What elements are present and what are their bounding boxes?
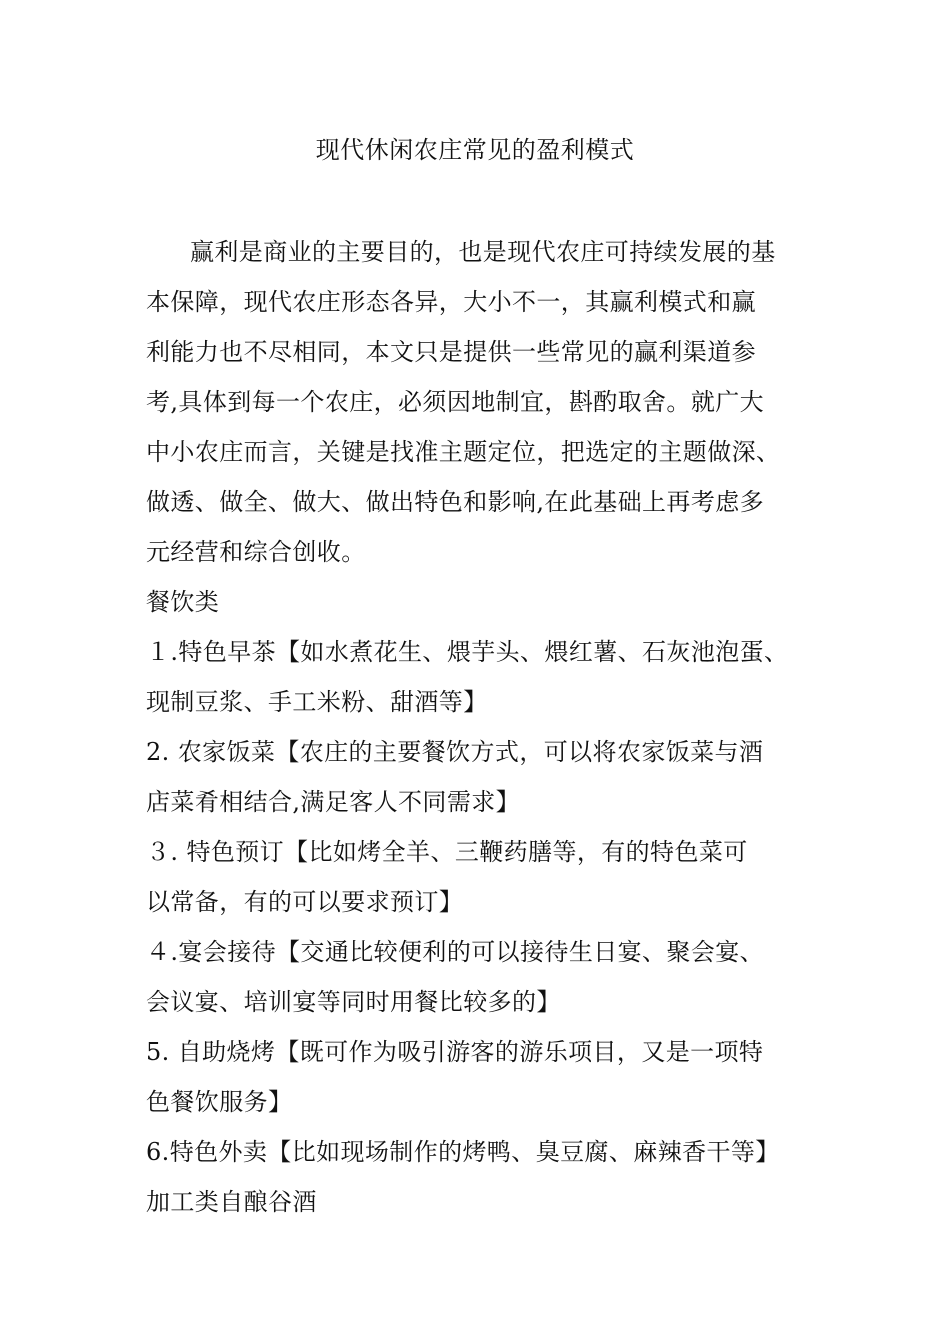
paragraph-line: 本保障，现代农庄形态各异，大小不一，其赢利模式和赢 <box>146 288 756 316</box>
list-item-line: 以常备，有的可以要求预订】 <box>146 888 464 916</box>
list-item-line: 5. 自助烧烤【既可作为吸引游客的游乐项目，又是一项特 <box>146 1038 764 1066</box>
list-item-line: 色餐饮服务】 <box>146 1088 293 1116</box>
list-item-line: 店菜肴相结合,满足客人不同需求】 <box>146 788 521 816</box>
list-item-line: １.特色早茶【如水煮花生、煨芋头、煨红薯、石灰池泡蛋、 <box>146 638 789 666</box>
list-item-line: 会议宴、培训宴等同时用餐比较多的】 <box>146 988 561 1016</box>
list-item-line: 6.特色外卖【比如现场制作的烤鸭、臭豆腐、麻辣香干等】 <box>146 1138 780 1166</box>
list-item-line: ４.宴会接待【交通比较便利的可以接待生日宴、聚会宴、 <box>146 938 765 966</box>
section-heading: 加工类自酿谷酒 <box>146 1188 317 1216</box>
paragraph-line: 做透、做全、做大、做出特色和影响,在此基础上再考虑多 <box>146 488 765 516</box>
section-heading: 餐饮类 <box>146 588 220 616</box>
paragraph-line: 利能力也不尽相同，本文只是提供一些常见的赢利渠道参 <box>146 338 756 366</box>
paragraph-line: 考,具体到每一个农庄，必须因地制宜，斟酌取舍。就广大 <box>146 388 765 416</box>
list-item-line: ３. 特色预订【比如烤全羊、三鞭药膳等，有的特色菜可 <box>146 838 748 866</box>
document-body <box>146 227 811 1227</box>
list-item-line: 2. 农家饭菜【农庄的主要餐饮方式，可以将农家饭菜与酒 <box>146 738 764 766</box>
document-title: 现代休闲农庄常见的盈利模式 <box>315 136 635 164</box>
list-item-line: 现制豆浆、手工米粉、甜酒等】 <box>146 688 488 716</box>
paragraph-line: 中小农庄而言，关键是找准主题定位，把选定的主题做深、 <box>146 438 781 466</box>
paragraph-line: 元经营和综合创收。 <box>146 538 366 566</box>
paragraph-line: 赢利是商业的主要目的，也是现代农庄可持续发展的基 <box>190 238 776 266</box>
